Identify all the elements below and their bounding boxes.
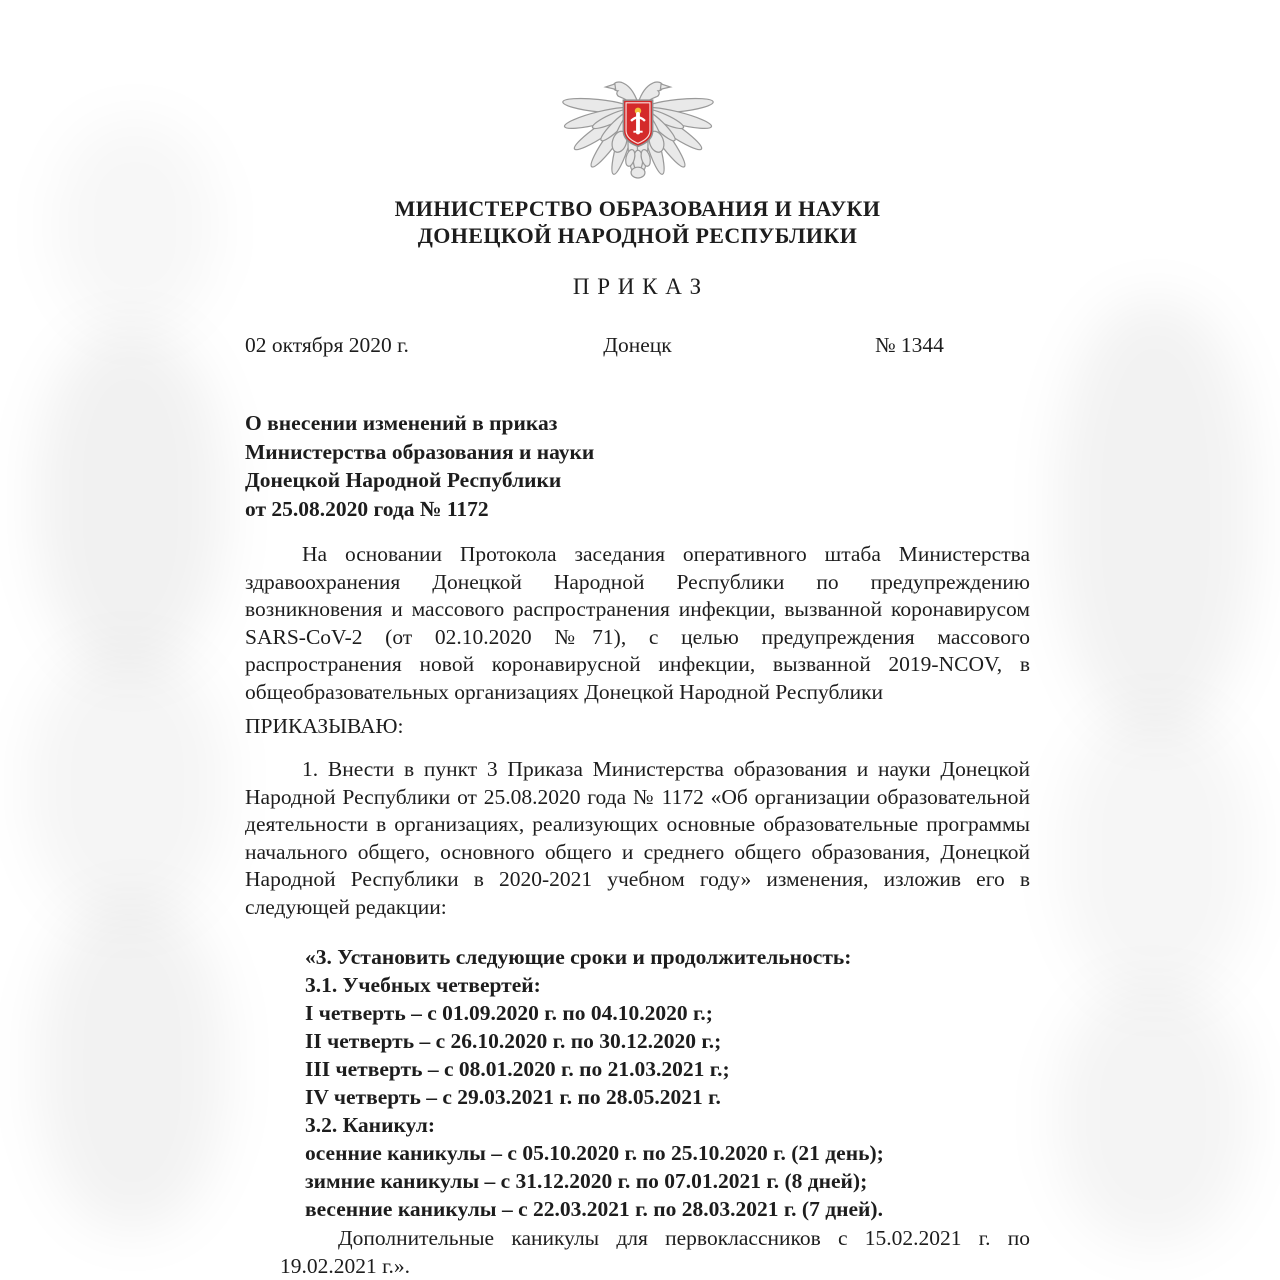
ministry-header bbox=[245, 195, 1030, 249]
order-subject bbox=[245, 409, 1030, 523]
blurred-edge-artifact bbox=[40, 900, 225, 1230]
dnr-coat-of-arms-icon bbox=[553, 60, 723, 188]
preamble-paragraph: На основании Протокола заседания оперативного штаба Министерства здравоохранения Донецкой Народной Республики по предупреждению возникновения и массового распространения инфекции, вызванной коронавирусом SARS-CoV-2 (от 02.10.2020 №71), с целью предупреждения массового распространения новой коронавирусной инфекции, вызванной 2019-NCOV, в общеобразовательных организациях Донецкой Народной Республики bbox=[245, 542, 1030, 704]
document-type-title: П Р И К А З bbox=[572, 274, 703, 299]
blurred-edge-artifact bbox=[55, 120, 215, 330]
subject-line: О внесении изменений в приказ bbox=[245, 411, 558, 435]
subject-line: от 25.08.2020 года № 1172 bbox=[245, 496, 489, 521]
closing-paragraph: Дополнительные каникулы для первоклассников с 15.02.2021 г. по 19.02.2021 г.». bbox=[280, 1226, 1030, 1278]
quote-line: осенние каникулы – с 05.10.2020 г. по 25.10.2020 г. (21 день); bbox=[305, 1141, 884, 1165]
emblem-container bbox=[245, 60, 1030, 190]
quote-line: зимние каникулы – с 31.12.2020 г. по 07.01.2021 г. (8 дней); bbox=[305, 1169, 868, 1193]
quote-line: 3.1. Учебных четвертей: bbox=[305, 973, 541, 997]
quoted-schedule-block bbox=[305, 943, 1030, 1223]
quote-line: 3.2. Каникул: bbox=[305, 1113, 435, 1137]
ministry-name-line1: МИНИСТЕРСТВО ОБРАЗОВАНИЯ И НАУКИ bbox=[394, 196, 881, 221]
blurred-edge-artifact bbox=[30, 650, 225, 920]
ministry-name-line2: ДОНЕЦКОЙ НАРОДНОЙ РЕСПУБЛИКИ bbox=[417, 223, 858, 248]
order-city: Донецк bbox=[603, 333, 672, 357]
resolve-word: ПРИКАЗЫВАЮ: bbox=[245, 714, 404, 738]
blurred-edge-artifact bbox=[1058, 300, 1253, 730]
quote-line: III четверть – с 08.01.2020 г. по 21.03.2021 г.; bbox=[305, 1057, 730, 1081]
quote-line: весенние каникулы – с 22.03.2021 г. по 28.03.2021 г. (7 дней). bbox=[305, 1197, 883, 1221]
blurred-edge-artifact bbox=[1058, 985, 1248, 1245]
subject-line: Министерства образования и науки bbox=[245, 439, 595, 464]
subject-line: Донецкой Народной Республики bbox=[245, 468, 562, 492]
order-document bbox=[245, 0, 1030, 1280]
order-date: 02 октября 2020 г. bbox=[245, 333, 409, 357]
order-number: № 1344 bbox=[875, 333, 944, 357]
date-city-number-row bbox=[245, 331, 1030, 359]
blurred-edge-artifact bbox=[38, 330, 223, 670]
order-item-1: 1. Внести в пункт 3 Приказа Министерства образования и науки Донецкой Народной Республики от 25.08.2020 года № 1172 «Об организации образовательной деятельности в организациях, реализующих основные образовательные программы начального общего, основного общего и среднего общего образования, Донецкой Народной Республики в 2020-2021 учебном году» изменения, изложив его в следующей редакции: bbox=[245, 757, 1030, 919]
quote-line: IV четверть – с 29.03.2021 г. по 28.05.2021 г. bbox=[305, 1085, 721, 1109]
quote-line: «3. Установить следующие сроки и продолжительность: bbox=[305, 945, 852, 969]
quote-line: I четверть – с 01.09.2020 г. по 04.10.2020 г.; bbox=[305, 1001, 713, 1025]
blurred-edge-artifact bbox=[1062, 710, 1252, 1000]
quote-line: II четверть – с 26.10.2020 г. по 30.12.2020 г.; bbox=[305, 1029, 722, 1053]
